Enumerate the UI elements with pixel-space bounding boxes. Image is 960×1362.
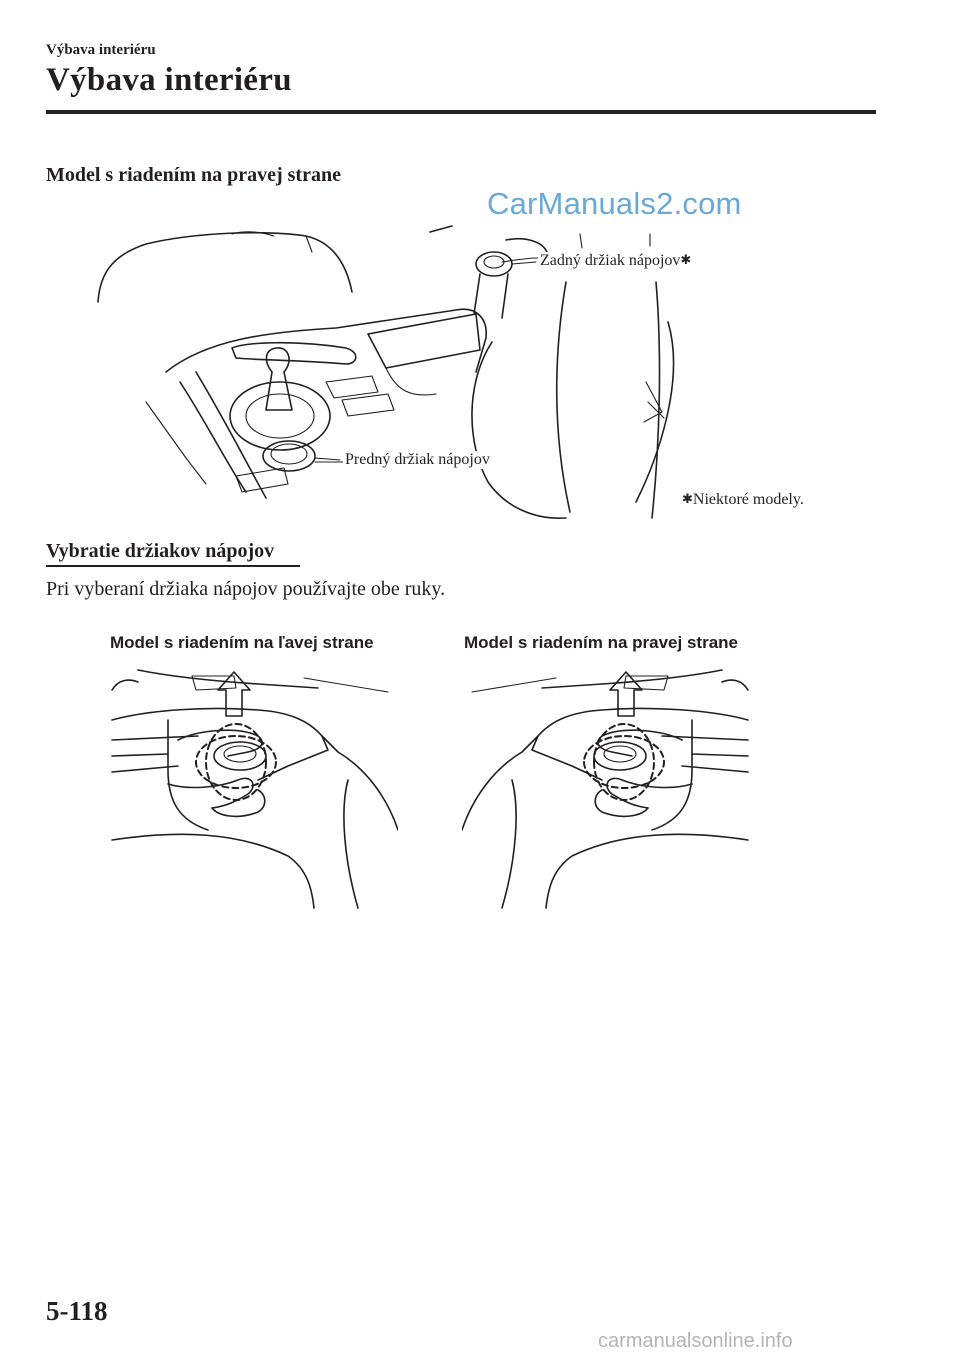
body-paragraph: Pri vyberaní držiaka nápojov používajte obe ruky. xyxy=(46,578,446,600)
footnote-marker: ✱ xyxy=(682,491,693,506)
section-heading-removal: Vybratie držiakov nápojov xyxy=(46,540,275,562)
removal-illustration-rhd xyxy=(462,660,752,910)
footer-watermark: carmanualsonline.info xyxy=(598,1330,793,1352)
page-number: 5-118 xyxy=(46,1296,108,1326)
caption-rhd: Model s riadením na pravej strane xyxy=(464,633,738,652)
footnote-marker: ✱ xyxy=(680,252,692,267)
title-rule xyxy=(46,110,876,114)
footnote-some-models: ✱Niektoré modely. xyxy=(682,491,804,508)
section-heading-rhd: Model s riadením na pravej strane xyxy=(46,164,341,186)
label-rear-cup-holder: Zadný držiak nápojov✱ xyxy=(540,252,692,269)
watermark-logo: CarManuals2.com xyxy=(487,186,742,221)
removal-illustration-lhd xyxy=(108,660,398,910)
breadcrumb: Výbava interiéru xyxy=(46,42,156,58)
page-title: Výbava interiéru xyxy=(46,62,292,98)
label-front-cup-holder: Predný držiak nápojov xyxy=(345,451,490,468)
caption-lhd: Model s riadením na ľavej strane xyxy=(110,633,374,652)
console-illustration xyxy=(96,222,836,522)
heading-underline xyxy=(46,565,300,567)
